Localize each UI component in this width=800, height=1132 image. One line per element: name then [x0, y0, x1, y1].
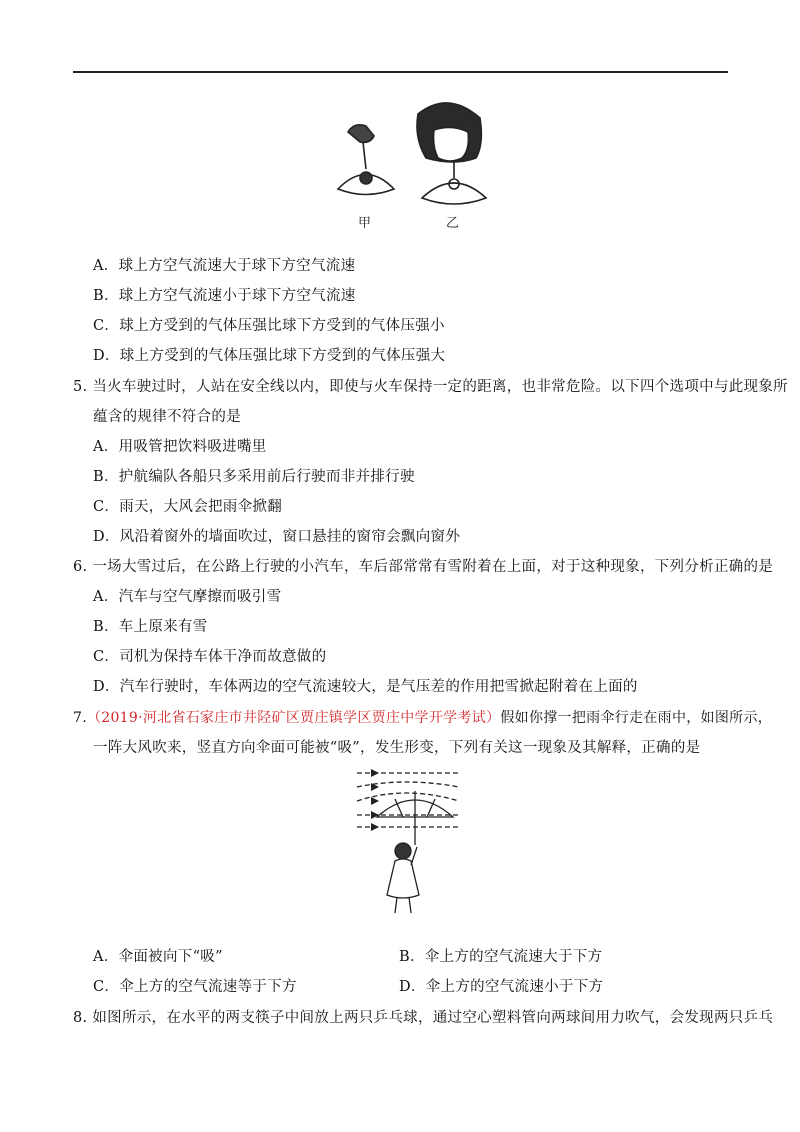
q6-option-d: D．汽车行驶时，车体两边的空气流速较大，是气压差的作用把雪掀起附着在上面的 — [93, 679, 638, 695]
q7-stem-text: 假如你撑一把雨伞行走在雨中，如图所示， — [500, 710, 773, 726]
q6-stem: 6. 一场大雪过后，在公路上行驶的小汽车，车后部常常有雪附着在上面，对于这种现象，下列分析正确的是 — [73, 559, 774, 575]
q5-option-c: C．雨天，大风会把雨伞掀翻 — [93, 499, 282, 515]
q5-option-d: D．风沿着窗外的墙面吹过，窗口悬挂的窗帘会飘向窗外 — [93, 529, 461, 545]
q7-option-d: D．伞上方的空气流速小于下方 — [399, 979, 604, 995]
q6-option-a: A．汽车与空气摩擦而吸引雪 — [93, 589, 282, 605]
figure-umbrella-wind — [355, 765, 465, 920]
header-rule — [73, 71, 728, 73]
q5-stem-line2: 蕴含的规律不符合的是 — [93, 409, 241, 425]
q7-option-b: B．伞上方的空气流速大于下方 — [399, 949, 603, 965]
q5-option-a: A．用吸管把饮料吸进嘴里 — [93, 439, 267, 455]
q5-stem-line1: 5. 当火车驶过时，人站在安全线以内，即使与火车保持一定的距离，也非常危险。以下四个选项中与此现象所 — [73, 379, 788, 395]
q4-option-d: D．球上方受到的气体压强比球下方受到的气体压强大 — [93, 348, 446, 364]
figure-ball-blowing — [330, 94, 500, 234]
q7-stem-line2: 一阵大风吹来，竖直方向伞面可能被“吸”，发生形变，下列有关这一现象及其解释，正确的是 — [93, 740, 701, 756]
q7-stem-line1 — [73, 708, 772, 728]
q7-number: 7. — [73, 710, 87, 726]
q4-option-b: B．球上方空气流速小于球下方空气流速 — [93, 288, 356, 304]
q4-option-c: C．球上方受到的气体压强比球下方受到的气体压强小 — [93, 318, 445, 334]
figure-label-yi: 乙 — [446, 216, 460, 231]
q6-option-c: C．司机为保持车体干净而故意做的 — [93, 649, 327, 665]
q8-stem: 8. 如图所示，在水平的两支筷子中间放上两只乒乓球，通过空心塑料管向两球间用力吹气，会发现两只乒乓 — [73, 1010, 774, 1026]
q5-option-b: B．护航编队各船只多采用前后行驶而非并排行驶 — [93, 469, 415, 485]
q7-source: （2019·河北省石家庄市井陉矿区贾庄镇学区贾庄中学开学考试） — [86, 710, 501, 726]
figure-label-jia: 甲 — [358, 216, 372, 231]
q6-option-b: B．车上原来有雪 — [93, 619, 208, 635]
q7-option-c: C．伞上方的空气流速等于下方 — [93, 979, 297, 995]
q7-option-a: A．伞面被向下“吸” — [93, 949, 223, 965]
q4-option-a: A．球上方空气流速大于球下方空气流速 — [93, 258, 356, 274]
